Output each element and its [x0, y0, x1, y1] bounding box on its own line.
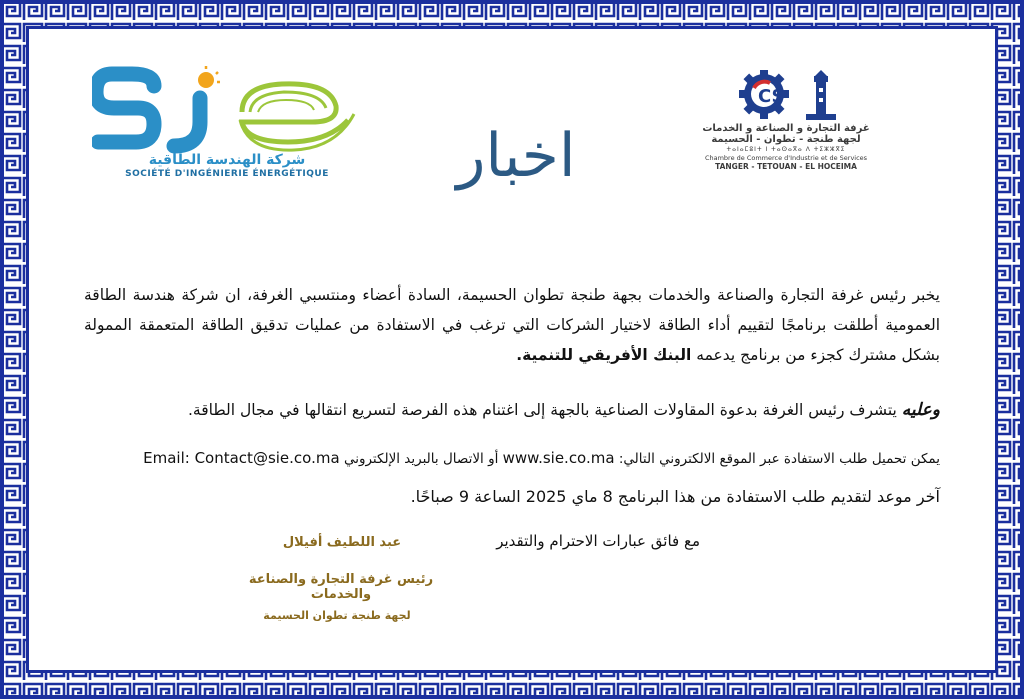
- closing-line: مع فائق عبارات الاحترام والتقدير: [496, 532, 700, 550]
- invitation-paragraph: [84, 396, 940, 424]
- chamber-tifinagh-name: ⵜⴰⵏⴰⵎⵓⵏⵜ ⵏ ⵜⴰⵙⴰⴳⴰ ⴷ ⵜⵉⵣⵣⴳⵉ: [726, 146, 846, 153]
- chamber-cities: TANGER - TETOUAN - EL HOCEIMA: [715, 162, 857, 171]
- chamber-arabic-name: [676, 123, 896, 145]
- chamber-logo-letters: CS: [758, 86, 785, 107]
- sie-french-name: SOCIÉTÉ D'INGÉNIERIE ÉNERGÉTIQUE: [125, 169, 329, 179]
- website-link[interactable]: www.sie.co.ma: [502, 449, 615, 467]
- signatory-region: لجهة طنجة تطوان الحسيمة: [263, 609, 411, 622]
- contact-text-email: أو الاتصال بالبريد الإلكتروني: [339, 451, 503, 467]
- contact-text-website: يمكن تحميل طلب الاستفادة عبر الموقع الالكتروني التالي:: [614, 451, 940, 467]
- announcement-bank-name: البنك الأفريقي للتنمية.: [516, 346, 692, 364]
- chamber-arabic-line2: لجهة طنجة - تطوان - الحسيمة: [711, 134, 861, 145]
- sie-arabic-name: شركة الهندسة الطاقية: [148, 152, 306, 168]
- invitation-text: يتشرف رئيس الغرفة بدعوة المقاولات الصناعية بالجهة إلى اغتنام هذه الفرصة لتسريع انتقالها في مجال الطاقة.: [187, 401, 902, 419]
- sie-logo-mark: [92, 66, 367, 156]
- announcement-text: يخبر رئيس غرفة التجارة والصناعة والخدمات بجهة طنجة تطوان الحسيمة، السادة أعضاء ومنتسبي الغرفة، ان شركة هندسة الطاقة العمومية أطلقت برنامجًا لتقييم أداء الطاقة لاختيار الشركات التي ترغب في الاستفادة من عمليات تدقيق الطاقة المتعمقة الممولة بشكل مشترك كجزء من برنامج يدعمه: [84, 286, 940, 364]
- chamber-french-name: Chambre de Commerce d'Industrie et de Services: [704, 154, 868, 162]
- invitation-lead: وعليه: [901, 400, 940, 420]
- sie-logo: [92, 66, 367, 181]
- contact-paragraph: [84, 447, 940, 470]
- chamber-arabic-line1: غرفة التجارة و الصناعة و الخدمات: [702, 123, 870, 134]
- signatory-title: رئيس غرفة التجارة والصناعة والخدمات: [248, 572, 434, 602]
- page-title: اخبار: [456, 121, 576, 191]
- chamber-logo: [672, 70, 898, 170]
- email-link[interactable]: Email: Contact@sie.co.ma: [143, 449, 340, 467]
- chamber-logo-mark: [672, 70, 898, 122]
- announcement-paragraph: [84, 280, 940, 370]
- signatory-name: عبد اللطيف أفيلال: [282, 535, 402, 550]
- deadline-paragraph: آخر موعد لتقديم طلب الاستفادة من هذا البرنامج 8 ماي 2025 الساعة 9 صباحًا.: [410, 487, 940, 506]
